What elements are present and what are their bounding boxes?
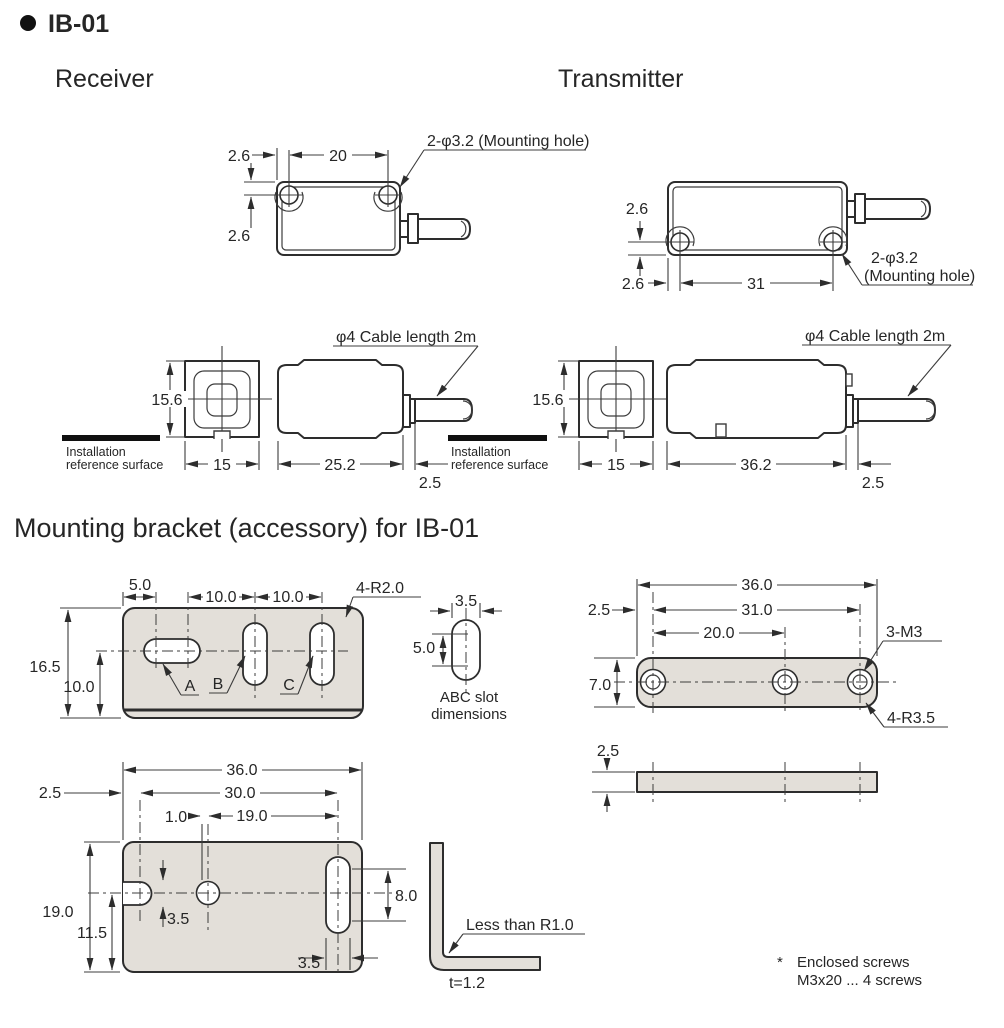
slot-a-label: A [184,678,196,695]
installation-note: Installation [66,445,126,459]
dim-slot-length: 8.0 [395,888,418,905]
cable-callout: φ4 Cable length 2m [805,328,946,345]
transmitter-front-view [448,346,666,474]
bracket-bottom-plate-view [39,762,417,976]
angle-outline [430,843,540,970]
page-header [20,10,683,93]
bracket-strip-view [588,577,948,727]
dim-offset-x: 2.6 [621,276,645,293]
dim-slot-offset: 10.0 [63,679,95,696]
transmitter-top-view [622,182,975,293]
dim-edge-offset: 5.0 [128,577,152,594]
dim-width: 15 [607,457,625,474]
receiver-label: Receiver [55,65,154,93]
dim-offset-y: 2.6 [625,201,649,218]
dim-slot-width: 3.5 [297,955,321,972]
bullet-icon [20,15,36,31]
dim-height: 19.0 [42,904,74,921]
mounting-hole-callout: 2-φ3.2 (Mounting hole) [427,133,590,150]
dim-slot-drop: 11.5 [77,925,107,942]
bend-radius-note: Less than R1.0 [466,917,574,934]
footnote-text: Enclosed screws [797,954,910,971]
dim-connector: 2.5 [418,475,442,492]
installation-note: Installation [451,445,511,459]
strip-side-dimensions [592,743,635,812]
strip-side-outline [637,772,877,792]
thread-callout: 3-M3 [886,624,923,641]
dim-length: 25.2 [324,457,356,474]
transmitter-side-view [667,328,951,492]
slot-caption: dimensions [431,706,507,723]
transmitter-label: Transmitter [558,65,684,93]
installation-note: reference surface [66,458,164,472]
dim-hole-span: 31.0 [741,602,773,619]
mounting-hole-callout: 2-φ3.2 [871,250,918,267]
dim-edge-offset: 2.5 [38,785,62,802]
dim-connector: 2.5 [861,475,885,492]
dim-slot-width: 3.5 [454,593,478,610]
footnote [777,954,922,989]
dim-offset-y: 2.6 [227,228,251,245]
thickness-note: t=1.2 [448,975,486,992]
dim-offset-x: 2.6 [227,148,251,165]
slot-outline [452,620,480,680]
receiver-front-view [62,346,272,474]
dim-height: 15.6 [532,392,564,409]
mounting-hole-callout: (Mounting hole) [864,268,976,285]
transmitter-side-outline [667,360,846,438]
dim-thickness: 2.5 [596,743,620,760]
installation-note: reference surface [451,458,549,472]
transmitter-body-outline [668,182,847,255]
page-title: IB-01 [48,10,110,38]
bracket-plate-view [29,577,421,718]
corner-radius-callout: 4-R3.5 [887,710,936,727]
dim-pitch: 10.0 [205,589,237,606]
slot-b-label: B [212,676,224,693]
cable [415,399,472,421]
bracket-section-heading: Mounting bracket (accessory) for IB-01 [14,513,480,543]
dim-length: 36.2 [740,457,772,474]
angle-bend-view [430,843,585,992]
footnote-mark: * [777,954,783,971]
footnote-text: M3x20 ... 4 screws [797,972,923,989]
dim-hole-spacing: 31 [747,276,765,293]
dim-width: 36.0 [226,762,258,779]
dim-notch-width: 3.5 [167,911,190,928]
slot-c-label: C [283,677,295,694]
bracket-strip-side-view [592,743,877,812]
dim-pitch: 10.0 [272,589,304,606]
cable [865,199,930,219]
dim-edge-offset: 2.5 [587,602,611,619]
dim-height: 16.5 [29,659,61,676]
dim-span: 30.0 [224,785,256,802]
corner-radius-callout: 4-R2.0 [356,580,405,597]
dim-width: 15 [213,457,231,474]
cable-callout: φ4 Cable length 2m [336,329,477,346]
dim-hole-spacing: 20 [329,148,347,165]
dim-height: 7.0 [588,677,612,694]
dim-slot-length: 5.0 [412,640,436,657]
abc-slot-detail [413,593,507,723]
dim-pitch: 19.0 [236,808,268,825]
dim-offset: 1.0 [164,809,188,826]
dim-hole-pitch: 20.0 [703,625,735,642]
receiver-top-view [228,133,590,255]
dim-width: 36.0 [741,577,773,594]
receiver-side-view [278,329,478,492]
dim-height: 15.6 [151,392,183,409]
cable [858,399,935,421]
slot-caption: ABC slot [439,689,499,706]
receiver-side-outline [278,360,403,438]
